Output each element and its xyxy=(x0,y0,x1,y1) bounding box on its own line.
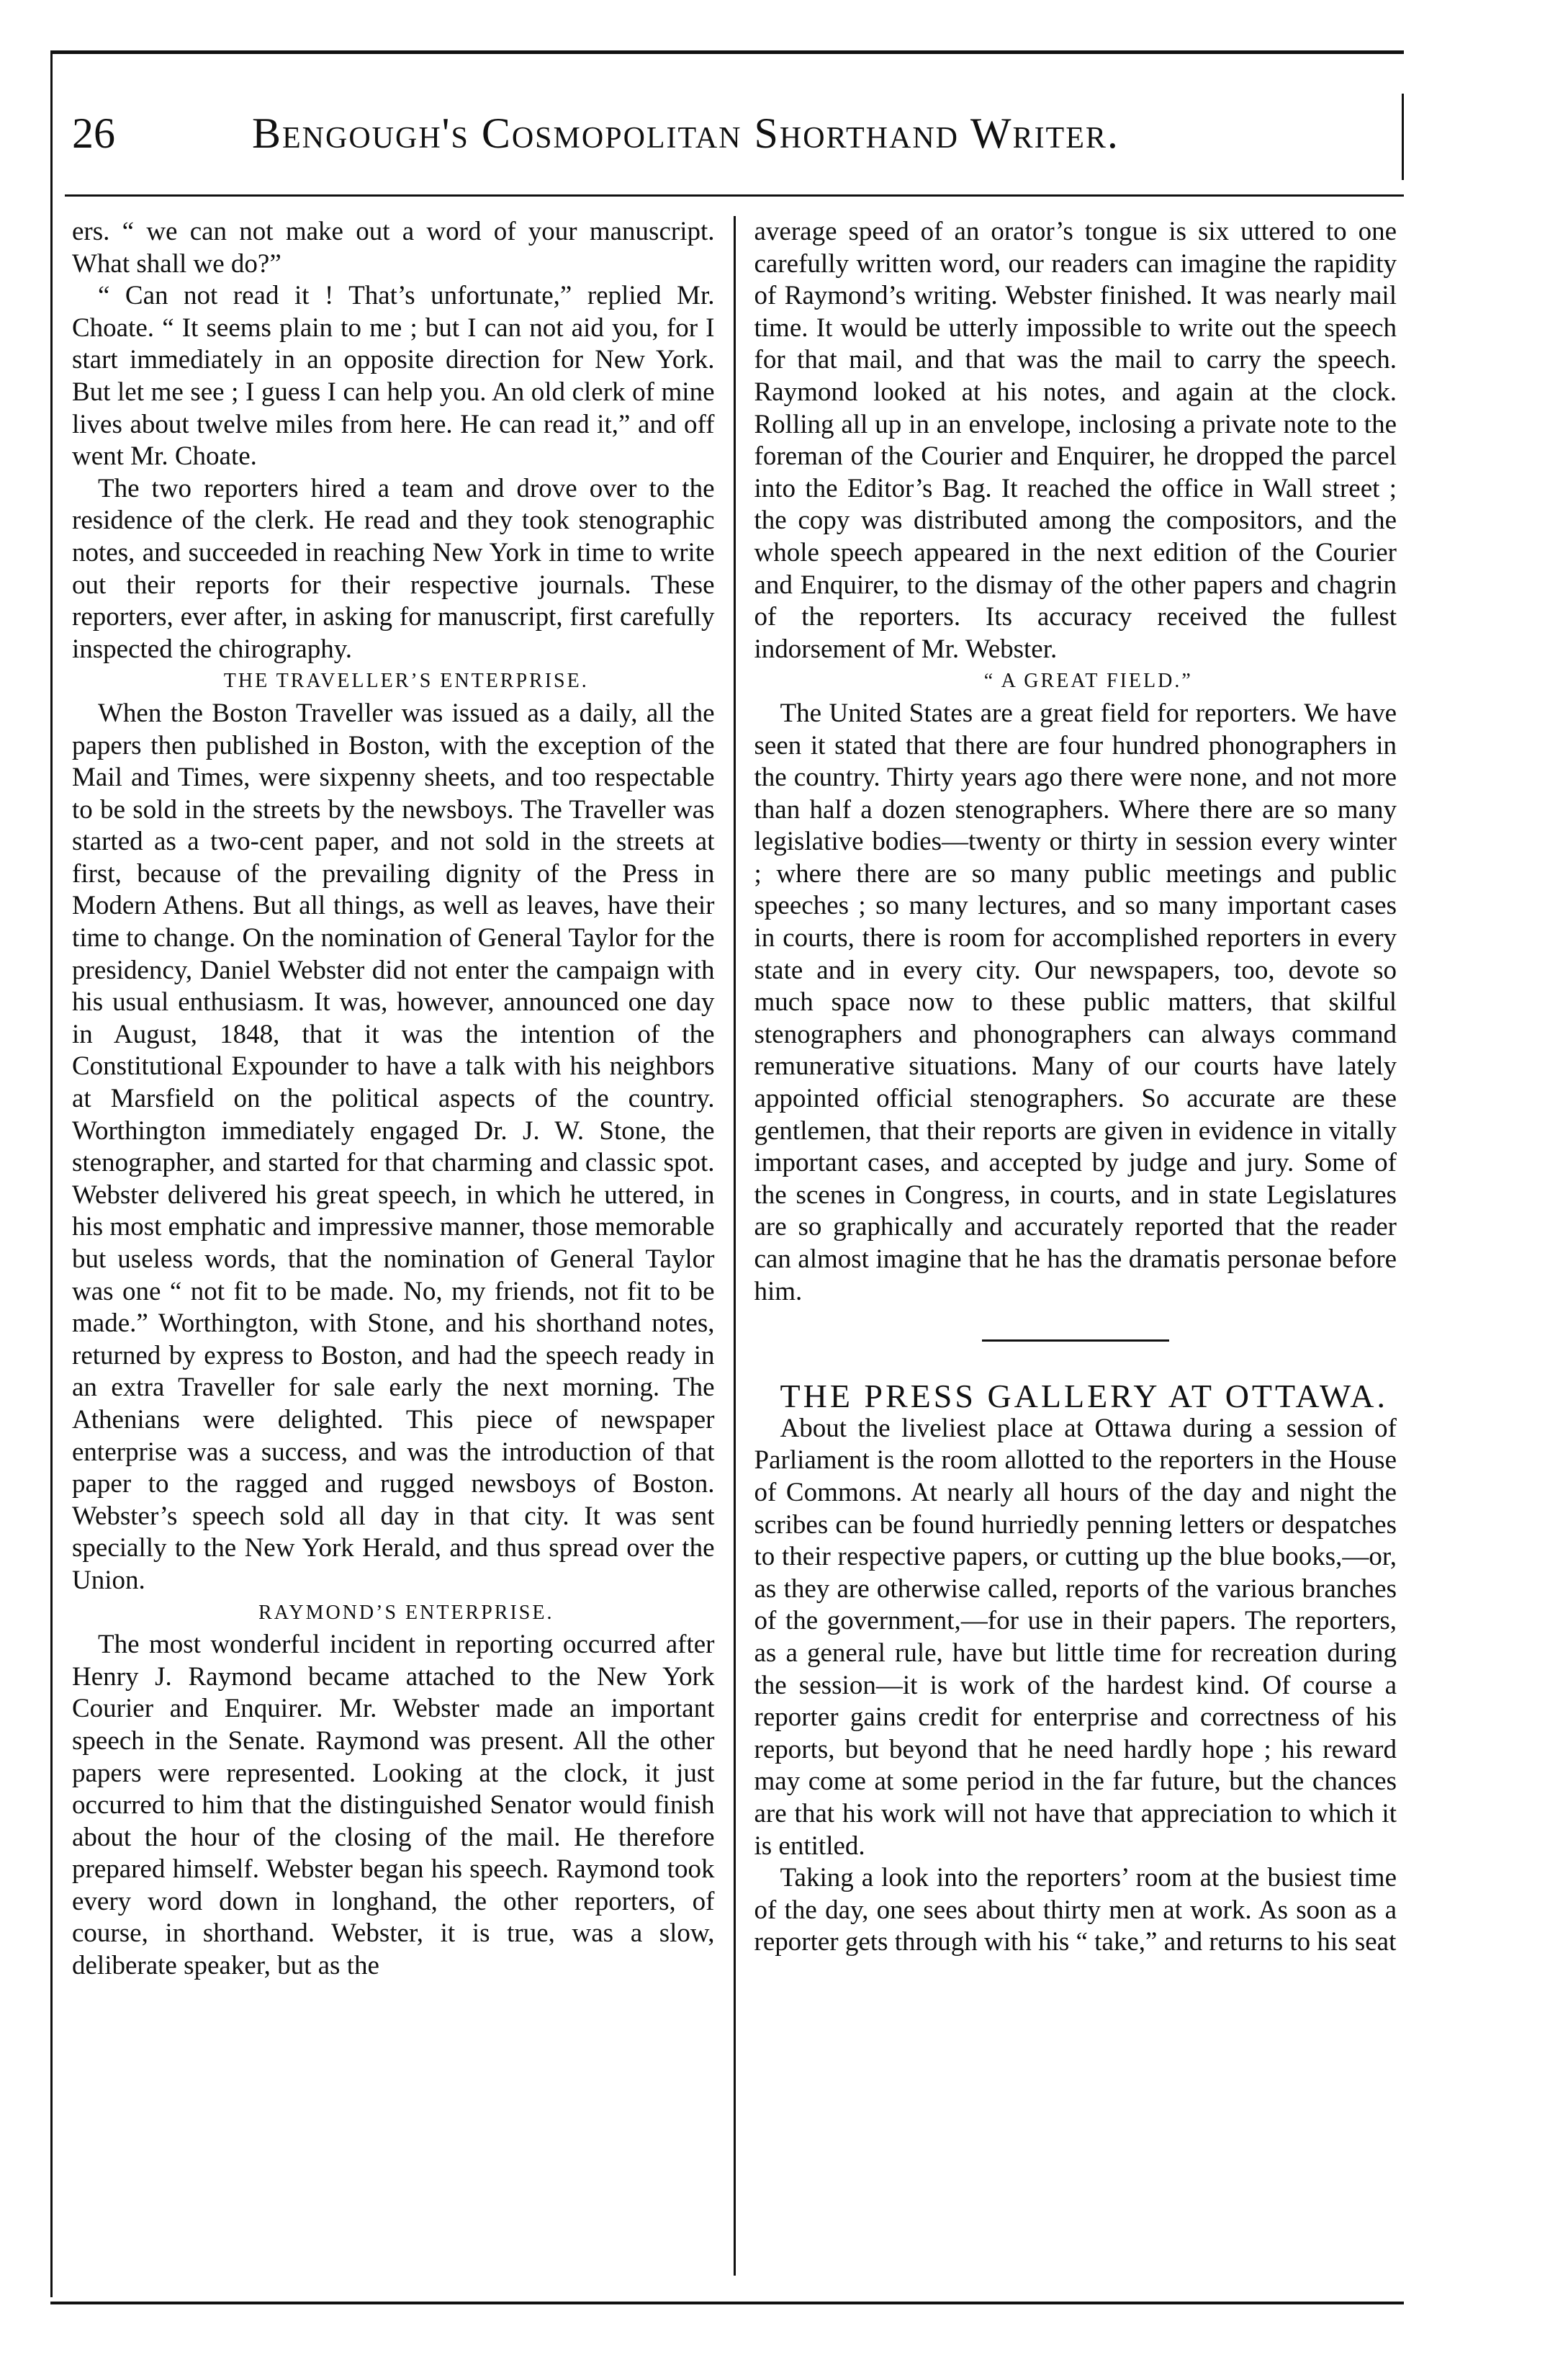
subheading-raymonds-enterprise: RAYMOND’S ENTERPRISE. xyxy=(258,1601,554,1624)
paragraph: “ Can not read it ! That’s unfortunate,” replied Mr. Choate. “ It seems plain to me ; but I can not aid you, for I start immediately in an opposite direction for New York. But let me see ; I guess I can help you. An old clerk of mine lives about twelve miles from here. He can read it,” and off went Mr. Choate. xyxy=(72,281,715,472)
subheading-travellers-enterprise: THE TRAVELLER’S ENTERPRISE. xyxy=(223,670,589,693)
paragraph: The two reporters hired a team and drove over to the residence of the clerk. He read and they took stenographic notes, and succeeded in reaching New York in time to write out their reports for their respective journals. These reporters, ever after, in asking for manuscript, first carefully inspected the chirography. xyxy=(72,473,715,664)
running-title: Bengough's Cosmopolitan Shorthand Writer. xyxy=(252,109,1119,157)
section-title-press-gallery: THE PRESS GALLERY AT OTTAWA. xyxy=(780,1378,1388,1415)
left-rule xyxy=(50,50,53,2297)
right-column xyxy=(734,216,1397,2276)
bottom-rule xyxy=(50,2302,1404,2304)
subheading-great-field: “ A GREAT FIELD.” xyxy=(983,670,1193,693)
top-rule xyxy=(50,50,1404,54)
paragraph: Taking a look into the reporters’ room at the busiest time of the day, one sees about thirty men at work. As soon as a reporter gets through with his “ take,” and returns to his seat xyxy=(754,1863,1397,1957)
paragraph: The most wonderful incident in reporting occurred after Henry J. Raymond became attached to the New York Courier and Enquirer. Mr. Webster made an important speech in the Senate. Raymond was present. All the other papers were represented. Looking at the clock, it just occurred to him that the distinguished Senator would finish about the hour of the closing of the mail. He therefore prepared himself. Webster began his speech. Raymond took every word down in longhand, the other reporters, of course, in shorthand. Webster, it is true, was a slow, deliberate speaker, but as the xyxy=(72,1630,715,1981)
article-columns xyxy=(72,216,1397,2276)
section-divider xyxy=(982,1339,1169,1342)
left-column xyxy=(72,216,734,2276)
page-header xyxy=(72,86,1389,180)
paragraph: The United States are a great field for reporters. We have seen it stated that there are four hundred phonographers in the country. Thirty years ago there were none, and not more than half a dozen stenographers. Where there are so many legislative bodies—twenty or thirty in session every winter ; where there are so many public meetings and public speeches ; so many lectures, and so many important cases in courts, there is room for accomplished reporters in every state and in every city. Our newspapers, too, devote so much space now to these public matters, that skilful stenographers and phonographers can always command remunerative situations. Many of our courts have lately appointed official stenographers. So accurate are these gentlemen, that their reports are given in evidence in vitally important cases, and accepted by judge and jury. Some of the scenes in Congress, in courts, and in state Legislatures are so graphically and accurately reported that the reader can almost imagine that he has the dramatis personae before him. xyxy=(754,698,1397,1306)
page-number: 26 xyxy=(72,109,115,157)
page xyxy=(50,50,1404,2319)
header-rule xyxy=(65,194,1404,197)
paragraph: When the Boston Traveller was issued as a daily, all the papers then published in Boston, with the exception of the Mail and Times, were sixpenny sheets, and too respectable to be sold in the streets by the newsboys. The Traveller was started as a two-cent paper, and not sold in the streets at first, because of the prevailing dignity of the Press in Modern Athens. But all things, as well as leaves, have their time to change. On the nomination of General Taylor for the presidency, Daniel Webster did not enter the campaign with his usual enthusiasm. It was, however, announced one day in August, 1848, that it was the intention of the Constitutional Expounder to have a talk with his neighbors at Marsfield on the political aspects of the country. Worthington immediately engaged Dr. J. W. Stone, the stenographer, and started for that charming and classic spot. Webster delivered his great speech, in which he uttered, in his most emphatic and impressive manner, those memorable but useless words, that the nomination of General Taylor was one “ not fit to be made. No, my friends, not fit to be made.” Worthington, with Stone, and his shorthand notes, returned by express to Boston, and had the speech ready in an extra Traveller for sale early the next morning. The Athenians were delighted. This piece of newspaper enterprise was a success, and was the introduction of that paper to the ragged and rugged newsboys of Boston. Webster’s speech sold all day in that city. It was sent specially to the New York Herald, and thus spread over the Union. xyxy=(72,698,715,1595)
paragraph: ers. “ we can not make out a word of your manuscript. What shall we do?” xyxy=(72,217,715,279)
right-rule xyxy=(1402,94,1404,180)
paragraph: average speed of an orator’s tongue is six uttered to one carefully written word, our readers can imagine the rapidity of Raymond’s writing. Webster finished. It was nearly mail time. It would be utterly impossible to write out the speech for that mail, and that was the mail to carry the speech. Raymond looked at his notes, and again at the clock. Rolling all up in an envelope, inclosing a private note to the foreman of the Courier and Enquirer, he dropped the parcel into the Editor’s Bag. It reached the office in Wall street ; the copy was distributed among the compositors, and the whole speech appeared in the next edition of the Courier and Enquirer, to the dismay of the other papers and chagrin of the reporters. Its accuracy received the fullest indorsement of Mr. Webster. xyxy=(754,217,1397,664)
paragraph: About the liveliest place at Ottawa during a session of Parliament is the room allotted to the reporters in the House of Commons. At nearly all hours of the day and night the scribes can be found hurriedly penning letters or despatches to their respective papers, or cutting up the blue books,—or, as they are otherwise called, reports of the various branches of the government,—for use in their papers. The reporters, as a general rule, have but little time for recreation during the session—it is work of the hardest kind. Of course a reporter gains credit for enterprise and correctness of his reports, but beyond that he need hardly hope ; his reward may come at some period in the far future, but the chances are that his work will not have that appreciation to which it is entitled. xyxy=(754,1413,1397,1861)
